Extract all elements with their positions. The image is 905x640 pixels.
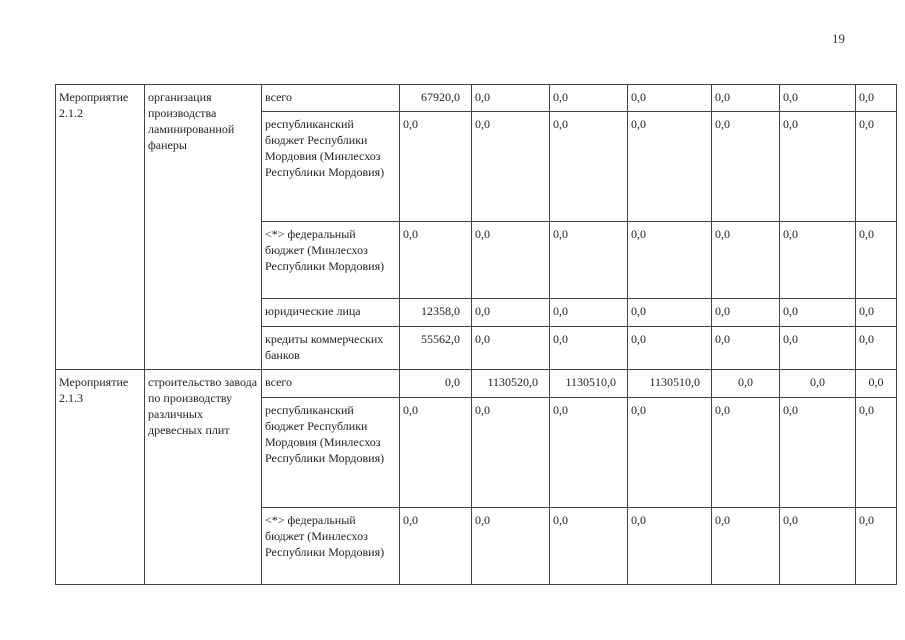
value-cell: 0,0	[628, 112, 712, 222]
value-cell: 0,0	[780, 370, 856, 398]
value-cell: 0,0	[400, 222, 472, 299]
measure-code-cell: Мероприятие 2.1.3	[56, 370, 145, 585]
value-cell: 0,0	[400, 112, 472, 222]
value-cell: 0,0	[780, 222, 856, 299]
value-cell: 0,0	[856, 299, 897, 327]
value-cell: 0,0	[472, 327, 550, 370]
value-cell: 1130520,0	[472, 370, 550, 398]
value-cell: 67920,0	[400, 85, 472, 112]
table-row	[56, 85, 897, 112]
value-cell: 0,0	[780, 85, 856, 112]
table-row	[56, 370, 897, 398]
value-cell: 0,0	[400, 398, 472, 508]
value-cell: 55562,0	[400, 327, 472, 370]
value-cell: 0,0	[856, 370, 897, 398]
value-cell: 0,0	[550, 299, 628, 327]
value-cell: 0,0	[472, 508, 550, 585]
value-cell: 12358,0	[400, 299, 472, 327]
value-cell: 1130510,0	[550, 370, 628, 398]
value-cell: 0,0	[856, 222, 897, 299]
value-cell: 0,0	[400, 508, 472, 585]
funding-source-cell: <*> федеральный бюджет (Минлесхоз Республики Мордовия)	[262, 508, 400, 585]
value-cell: 1130510,0	[628, 370, 712, 398]
value-cell: 0,0	[550, 85, 628, 112]
value-cell: 0,0	[472, 85, 550, 112]
value-cell: 0,0	[472, 112, 550, 222]
value-cell: 0,0	[856, 112, 897, 222]
measure-code-cell: Мероприятие 2.1.2	[56, 85, 145, 370]
value-cell: 0,0	[856, 508, 897, 585]
page-number: 19	[832, 31, 845, 46]
funding-source-cell: всего	[262, 85, 400, 112]
value-cell: 0,0	[628, 85, 712, 112]
value-cell: 0,0	[550, 327, 628, 370]
funding-source-cell: республиканский бюджет Республики Мордовия (Минлесхоз Республики Мордовия)	[262, 398, 400, 508]
value-cell: 0,0	[550, 508, 628, 585]
value-cell: 0,0	[780, 508, 856, 585]
value-cell: 0,0	[856, 398, 897, 508]
measure-description-cell: строительство завода по производству различных древесных плит	[145, 370, 262, 585]
funding-source-cell: кредиты коммерческих банков	[262, 327, 400, 370]
value-cell: 0,0	[628, 508, 712, 585]
value-cell: 0,0	[712, 112, 780, 222]
value-cell: 0,0	[550, 112, 628, 222]
value-cell: 0,0	[628, 327, 712, 370]
value-cell: 0,0	[712, 327, 780, 370]
value-cell: 0,0	[712, 299, 780, 327]
value-cell: 0,0	[472, 222, 550, 299]
value-cell: 0,0	[712, 508, 780, 585]
value-cell: 0,0	[780, 327, 856, 370]
value-cell: 0,0	[712, 85, 780, 112]
value-cell: 0,0	[712, 222, 780, 299]
measure-description-cell: организация производства ламинированной фанеры	[145, 85, 262, 370]
value-cell: 0,0	[780, 398, 856, 508]
value-cell: 0,0	[472, 299, 550, 327]
funding-source-cell: <*> федеральный бюджет (Минлесхоз Республики Мордовия)	[262, 222, 400, 299]
value-cell: 0,0	[856, 85, 897, 112]
value-cell: 0,0	[780, 112, 856, 222]
value-cell: 0,0	[628, 222, 712, 299]
value-cell: 0,0	[780, 299, 856, 327]
value-cell: 0,0	[856, 327, 897, 370]
value-cell: 0,0	[712, 370, 780, 398]
value-cell: 0,0	[712, 398, 780, 508]
funding-source-cell: юридические лица	[262, 299, 400, 327]
value-cell: 0,0	[628, 299, 712, 327]
funding-source-cell: республиканский бюджет Республики Мордовия (Минлесхоз Республики Мордовия)	[262, 112, 400, 222]
value-cell: 0,0	[628, 398, 712, 508]
value-cell: 0,0	[550, 222, 628, 299]
value-cell: 0,0	[472, 398, 550, 508]
value-cell: 0,0	[400, 370, 472, 398]
budget-table	[55, 84, 897, 585]
funding-source-cell: всего	[262, 370, 400, 398]
value-cell: 0,0	[550, 398, 628, 508]
